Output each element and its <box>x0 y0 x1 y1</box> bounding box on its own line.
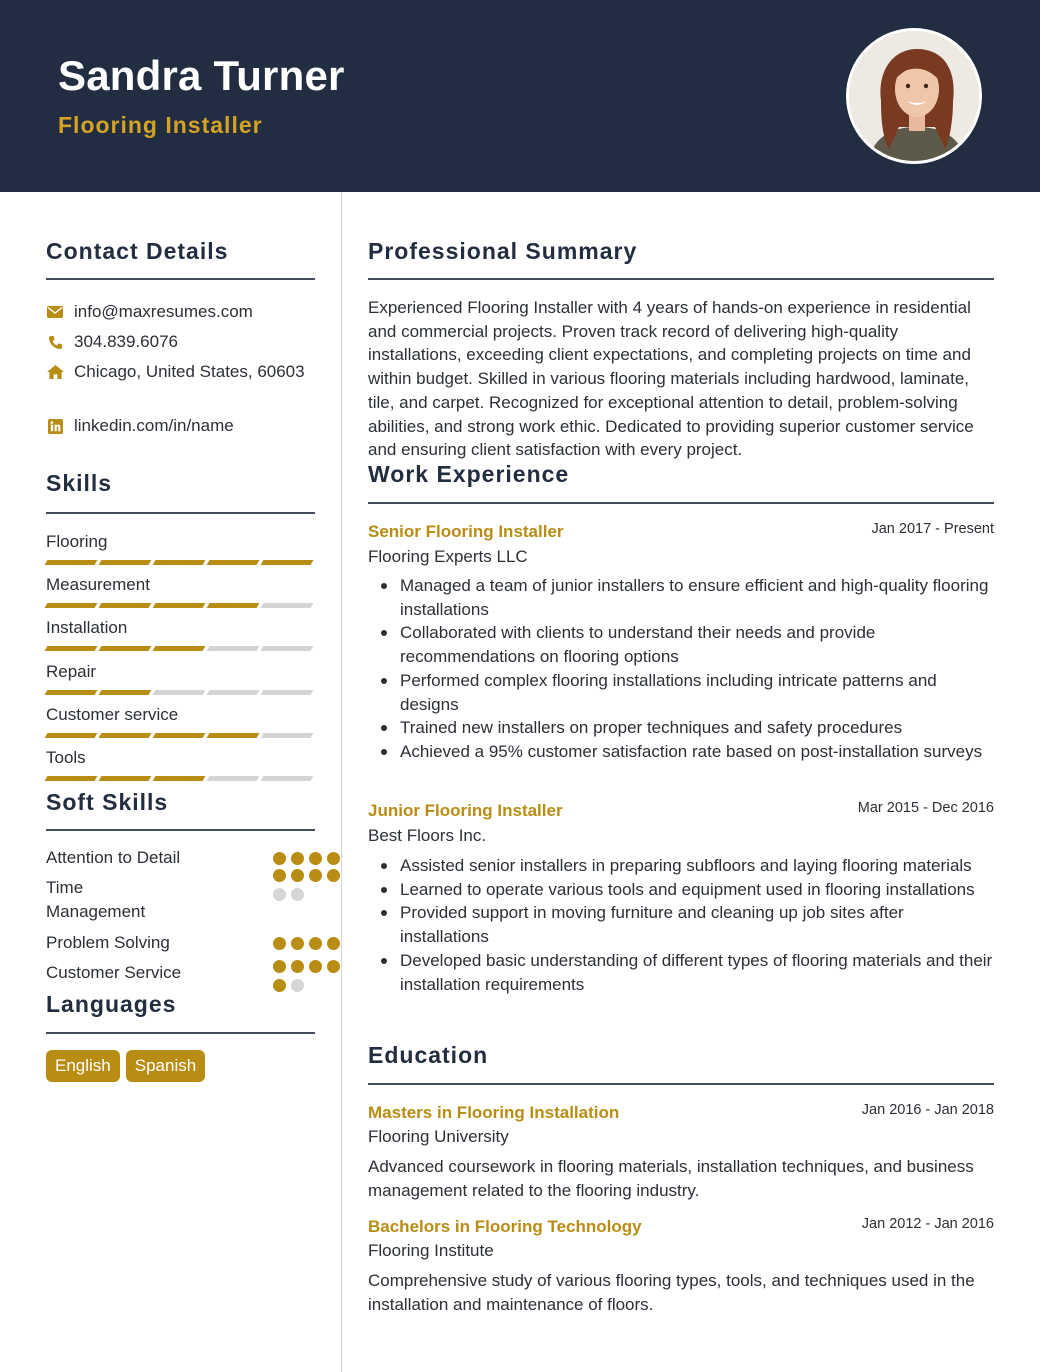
envelope-icon <box>46 303 64 321</box>
job-date: Jan 2017 - Present <box>871 521 994 537</box>
skill-segment-filled <box>45 560 98 565</box>
skill-segment-filled <box>99 603 152 608</box>
job-bullets <box>368 574 994 764</box>
contact-linkedin-text: linkedin.com/in/name <box>74 416 234 435</box>
phone-icon <box>46 333 64 351</box>
skill-name: Flooring <box>46 532 108 551</box>
contact-linkedin[interactable] <box>46 416 234 436</box>
rating-dot-filled <box>291 960 304 973</box>
school-name: Flooring University <box>368 1127 509 1146</box>
degree-description: Comprehensive study of various flooring types, tools, and techniques used in the installation and maintenance of floors. <box>368 1271 975 1314</box>
job-bullet: Developed basic understanding of different types of flooring materials and their installation requirements <box>368 949 994 996</box>
skill-segment-empty <box>207 690 260 695</box>
languages-list <box>46 1050 211 1082</box>
skill-level-bar <box>46 733 312 738</box>
skill-segment-filled <box>45 690 98 695</box>
skill-level-bar <box>46 560 312 565</box>
job-title: Junior Flooring Installer <box>368 801 563 820</box>
contact-title: Contact Details <box>46 238 229 264</box>
rating-dot-filled <box>273 960 286 973</box>
experience-rule <box>368 502 994 504</box>
skills-rule <box>46 512 315 514</box>
rating-dot-filled <box>273 852 286 865</box>
rating-dot-filled <box>327 937 340 950</box>
profile-photo <box>846 28 982 164</box>
job-bullet: Performed complex flooring installations including intricate patterns and designs <box>368 669 994 716</box>
job-bullet: Managed a team of junior installers to ensure efficient and high-quality flooring installations <box>368 574 994 621</box>
degree-description: Advanced coursework in flooring materials, installation techniques, and business management related to the flooring industry. <box>368 1157 974 1200</box>
rating-dot-empty <box>273 888 286 901</box>
skill-segment-filled <box>153 603 206 608</box>
skill-segment-filled <box>153 646 206 651</box>
skill-segment-filled <box>99 733 152 738</box>
job-company: Best Floors Inc. <box>368 826 487 845</box>
skill-name: Repair <box>46 661 97 681</box>
rating-dot-filled <box>309 960 322 973</box>
rating-dot-filled <box>273 869 286 882</box>
job-bullet: Assisted senior installers in preparing subfloors and laying flooring materials <box>368 854 994 878</box>
candidate-role: Flooring Installer <box>58 112 263 138</box>
skill-segment-filled <box>99 560 152 565</box>
job-bullet: Provided support in moving furniture and cleaning up job sites after installations <box>368 901 994 948</box>
contact-address-text: Chicago, United States, 60603 <box>74 362 305 381</box>
degree-date: Jan 2012 - Jan 2016 <box>861 1216 994 1232</box>
skill-level-bar <box>46 690 312 695</box>
job-company: Flooring Experts LLC <box>368 547 528 566</box>
job-bullet: Achieved a 95% customer satisfaction rate based on post-installation surveys <box>368 740 994 764</box>
rating-dot-filled <box>309 937 322 950</box>
contact-email-text: info@maxresumes.com <box>74 302 253 321</box>
education-rule <box>368 1083 994 1085</box>
rating-dot-filled <box>327 960 340 973</box>
rating-dot-filled <box>273 937 286 950</box>
skill-segment-filled <box>45 603 98 608</box>
skill-segment-filled <box>207 560 260 565</box>
skill-name: Customer service <box>46 704 179 724</box>
rating-dot-filled <box>291 852 304 865</box>
rating-dot-filled <box>327 852 340 865</box>
languages-rule <box>46 1032 315 1034</box>
language-tag: Spanish <box>126 1050 205 1082</box>
soft-skill-rating <box>273 869 347 901</box>
skill-segment-empty <box>261 646 314 651</box>
job-bullet: Collaborated with clients to understand their needs and provide recommendations on flooring options <box>368 621 994 668</box>
skill-segment-empty <box>207 646 260 651</box>
contact-phone[interactable] <box>46 332 178 352</box>
contact-address <box>46 362 305 382</box>
soft-skill-rating <box>273 852 347 865</box>
rating-dot-filled <box>291 869 304 882</box>
rating-dot-filled <box>273 979 286 992</box>
column-divider <box>341 192 342 1372</box>
rating-dot-filled <box>327 869 340 882</box>
degree-title: Masters in Flooring Installation <box>368 1103 620 1122</box>
skill-segment-empty <box>261 603 314 608</box>
skill-segment-filled <box>99 776 152 781</box>
job-bullet: Learned to operate various tools and equipment used in flooring installations <box>368 878 994 902</box>
skill-segment-filled <box>153 560 206 565</box>
languages-title: Languages <box>46 991 177 1017</box>
skill-segment-filled <box>45 646 98 651</box>
skill-segment-filled <box>99 646 152 651</box>
skill-level-bar <box>46 776 312 781</box>
summary-text: Experienced Flooring Installer with 4 years of hands-on experience in residential and commercial projects. Proven track record of delivering high-quality installations, exceeding client expectations, and completing projects on time and within budget. Skilled in various flooring materials including hardwood, laminate, tile, and carpet. Recognized for exceptional attention to detail, problem-solving abilities, and strong work ethic. Dedicated to providing superior customer service and ensuring client satisfaction with every project. <box>368 298 974 460</box>
skill-segment-filled <box>207 733 260 738</box>
soft-skill-name: Attention to Detail <box>46 848 181 867</box>
candidate-name: Sandra Turner <box>58 52 345 99</box>
soft-skill-rating <box>273 937 347 950</box>
soft-skills-title: Soft Skills <box>46 789 169 815</box>
skill-segment-filled <box>45 776 98 781</box>
skill-level-bar <box>46 603 312 608</box>
language-tag: English <box>46 1050 120 1082</box>
experience-title: Work Experience <box>368 461 570 487</box>
job-bullets <box>368 854 994 996</box>
skill-segment-empty <box>261 733 314 738</box>
resume-header <box>0 0 1040 192</box>
skills-title: Skills <box>46 470 113 496</box>
skill-segment-filled <box>207 603 260 608</box>
degree-title: Bachelors in Flooring Technology <box>368 1217 642 1236</box>
contact-email[interactable] <box>46 302 253 322</box>
soft-skills-rule <box>46 829 315 831</box>
skill-segment-empty <box>261 690 314 695</box>
job-date: Mar 2015 - Dec 2016 <box>857 800 994 816</box>
contact-phone-text: 304.839.6076 <box>74 332 178 351</box>
soft-skill-rating <box>273 960 347 992</box>
school-name: Flooring Institute <box>368 1241 494 1260</box>
soft-skill-name: Problem Solving <box>46 933 170 952</box>
skill-name: Tools <box>46 748 86 767</box>
skill-level-bar <box>46 646 312 651</box>
skill-name: Measurement <box>46 575 150 595</box>
rating-dot-filled <box>309 852 322 865</box>
skill-segment-empty <box>153 690 206 695</box>
skill-segment-filled <box>99 690 152 695</box>
home-icon <box>46 363 64 381</box>
skill-segment-empty <box>261 776 314 781</box>
skill-segment-filled <box>261 560 314 565</box>
rating-dot-filled <box>309 869 322 882</box>
education-title: Education <box>368 1042 489 1068</box>
contact-rule <box>46 278 315 280</box>
summary-title: Professional Summary <box>368 238 638 264</box>
job-title: Senior Flooring Installer <box>368 522 564 541</box>
degree-date: Jan 2016 - Jan 2018 <box>861 1102 994 1118</box>
summary-rule <box>368 278 994 280</box>
job-bullet: Trained new installers on proper techniques and safety procedures <box>368 716 994 740</box>
soft-skill-name: Customer Service <box>46 963 182 982</box>
rating-dot-empty <box>291 979 304 992</box>
skill-segment-filled <box>153 776 206 781</box>
skill-name: Installation <box>46 618 128 638</box>
rating-dot-empty <box>291 888 304 901</box>
skill-segment-empty <box>207 776 260 781</box>
skill-segment-filled <box>153 733 206 738</box>
soft-skill-name: Time Management <box>46 878 146 921</box>
linkedin-icon <box>46 417 64 435</box>
skill-segment-filled <box>45 733 98 738</box>
rating-dot-filled <box>291 937 304 950</box>
